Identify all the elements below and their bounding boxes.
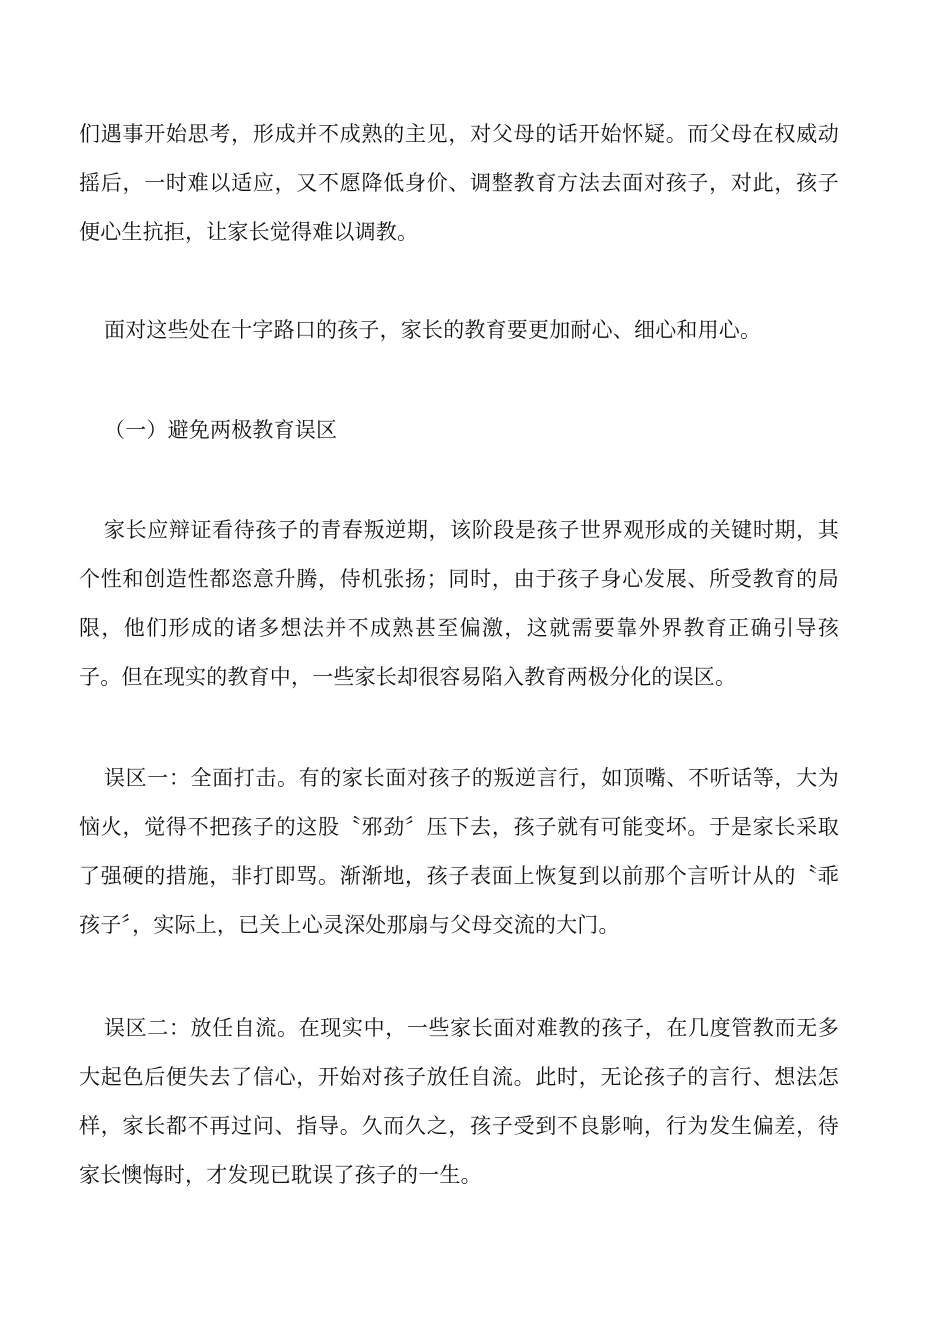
section-heading: （一）避免两极教育误区 <box>104 418 338 442</box>
paragraph-intro: 面对这些处在十字路口的孩子，家长的教育要更加耐心、细心和用心。 <box>104 318 762 342</box>
paragraph-body: 家长应辩证看待孩子的青春叛逆期，该阶段是孩子世界观形成的关键时期，其个性和创造性都恣意升腾，侍机张扬；同时，由于孩子身心发展、所受教育的局限，他们形成的诸多想法并不成熟甚至偏激，这就需要靠外界教育正确引导孩子。但在现实的教育中，一些家长却很容易陷入教育两极分化的误区。 <box>79 518 839 689</box>
paragraph-continuation: 们遇事开始思考，形成并不成熟的主见，对父母的话开始怀疑。而父母在权威动摇后，一时难以适应，又不愿降低身价、调整教育方法去面对孩子，对此，孩子便心生抗拒，让家长觉得难以调教。 <box>79 122 839 244</box>
paragraph-misconception-one: 误区一：全面打击。有的家长面对孩子的叛逆言行，如顶嘴、不听话等，大为恼火，觉得不把孩子的这股〝邪劲〞压下去，孩子就有可能变坏。于是家长采取了强硬的措施，非打即骂。渐渐地，孩子表面上恢复到以前那个言听计从的〝乖孩子〞，实际上，已关上心灵深处那扇与父母交流的大门。 <box>79 766 839 937</box>
paragraph-misconception-two: 误区二：放任自流。在现实中，一些家长面对难教的孩子，在几度管教而无多大起色后便失去了信心，开始对孩子放任自流。此时，无论孩子的言行、想法怎样，家长都不再过问、指导。久而久之，孩子受到不良影响，行为发生偏差，待家长懊悔时，才发现已耽误了孩子的一生。 <box>79 1016 839 1187</box>
